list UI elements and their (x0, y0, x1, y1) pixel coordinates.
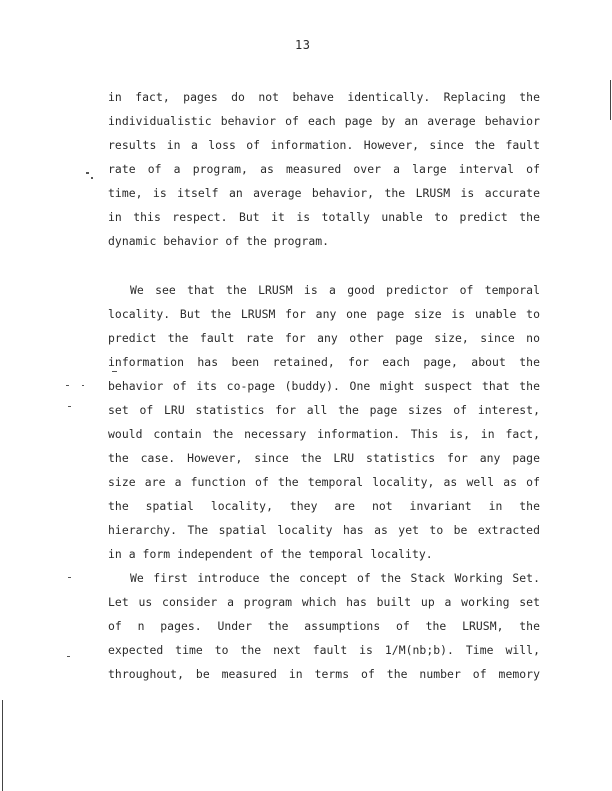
text-line: set of LRU statistics for all the page sizes of interest, (108, 403, 540, 417)
margin-speck (67, 656, 70, 657)
margin-speck (68, 406, 71, 407)
margin-speck (66, 385, 69, 386)
margin-speck (91, 177, 93, 179)
paragraph-3 (108, 566, 540, 686)
text-line: in this respect. But it is totally unable to predict the (108, 210, 540, 224)
paragraph-1 (108, 85, 540, 253)
text-line: hierarchy. The spatial locality has as yet to be extracted (108, 523, 540, 537)
margin-speck (112, 371, 117, 372)
text-line: Let us consider a program which has built up a working set (108, 595, 540, 609)
text-line: size are a function of the temporal locality, as well as of (108, 475, 540, 489)
page-number: 13 (295, 38, 311, 52)
text-line: individualistic behavior of each page by an average behavior (108, 114, 540, 128)
text-line: behavior of its co-page (buddy). One might suspect that the (108, 379, 540, 393)
text-line: in a form independent of the temporal locality. (108, 547, 433, 561)
text-line: of n pages. Under the assumptions of the LRUSM, the (108, 619, 540, 633)
text-line: results in a loss of information. However, since the fault (108, 138, 540, 152)
text-line: the spatial locality, they are not invariant in the (108, 499, 540, 513)
text-line: expected time to the next fault is 1/M(nb;b). Time will, (108, 643, 540, 657)
text-line: rate of a program, as measured over a large interval of (108, 162, 540, 176)
text-line: in fact, pages do not behave identically. Replacing the (108, 90, 540, 104)
text-line: information has been retained, for each page, about the (108, 355, 540, 369)
text-line: would contain the necessary information. This is, in fact, (108, 427, 540, 441)
margin-speck (86, 172, 89, 174)
binding-edge-right (610, 80, 611, 120)
binding-edge-left (2, 700, 3, 791)
text-line: predict the fault rate for any other page size, since no (108, 331, 540, 345)
text-line: locality. But the LRUSM for any one page size is unable to (108, 307, 540, 321)
text-line: dynamic behavior of the program. (108, 234, 330, 248)
text-line: We first introduce the concept of the Stack Working Set. (130, 571, 540, 585)
text-line: time, is itself an average behavior, the LRUSM is accurate (108, 186, 540, 200)
text-line: throughout, be measured in terms of the number of memory (108, 667, 540, 681)
margin-speck (68, 577, 71, 578)
text-line: the case. However, since the LRU statistics for any page (108, 451, 540, 465)
paragraph-2 (108, 278, 540, 566)
margin-speck (82, 385, 84, 386)
text-line: We see that the LRUSM is a good predictor of temporal (130, 283, 540, 297)
